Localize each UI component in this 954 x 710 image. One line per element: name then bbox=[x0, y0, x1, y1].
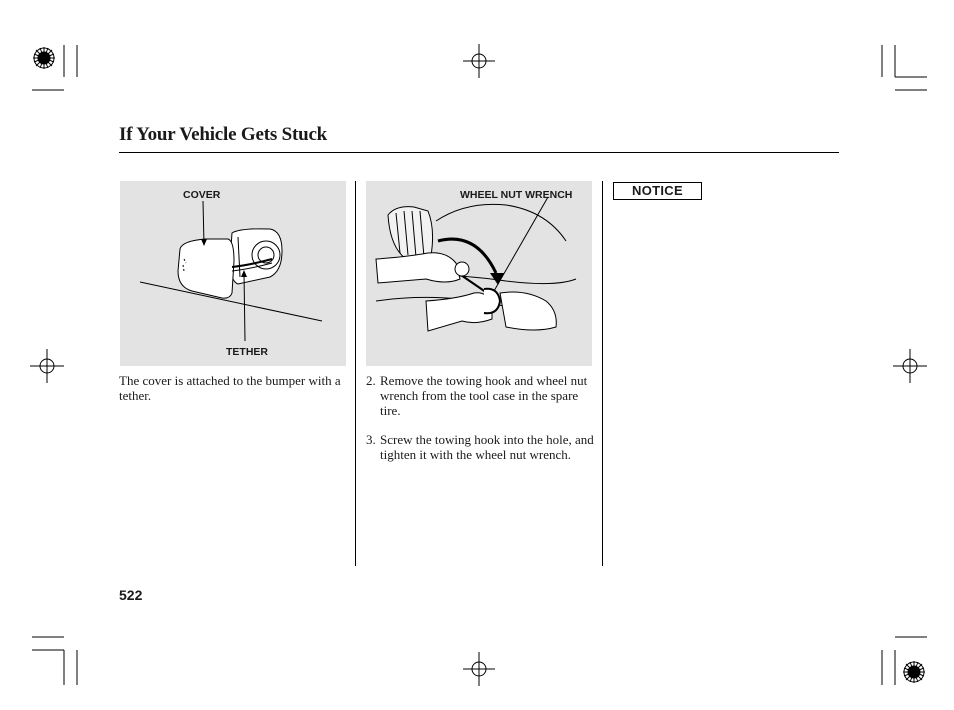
step-text: Screw the towing hook into the hole, and tighten it with the wheel nut wrench. bbox=[380, 432, 594, 462]
cover-description: The cover is attached to the bumper with a tether. bbox=[119, 373, 341, 403]
label-cover: COVER bbox=[183, 189, 221, 201]
title-rule bbox=[119, 152, 839, 153]
step-number: 3. bbox=[366, 432, 376, 447]
list-item bbox=[366, 432, 594, 462]
steps-list bbox=[366, 373, 594, 462]
column-separator-right bbox=[602, 181, 603, 566]
label-wheel-nut-wrench: WHEEL NUT WRENCH bbox=[460, 189, 573, 201]
starburst-target-top bbox=[33, 47, 55, 69]
starburst-target-bottom bbox=[903, 661, 925, 683]
step-number: 2. bbox=[366, 373, 376, 388]
page-title: If Your Vehicle Gets Stuck bbox=[119, 124, 328, 145]
column-separator-left bbox=[355, 181, 356, 566]
cover-tether-illustration bbox=[120, 181, 346, 366]
towing-hook-illustration bbox=[366, 181, 592, 366]
page-number: 522 bbox=[119, 587, 143, 603]
list-item bbox=[366, 373, 594, 418]
notice-badge: NOTICE bbox=[613, 182, 702, 200]
label-tether: TETHER bbox=[226, 346, 268, 358]
step-text: Remove the towing hook and wheel nut wrench from the tool case in the spare tire. bbox=[380, 373, 588, 418]
